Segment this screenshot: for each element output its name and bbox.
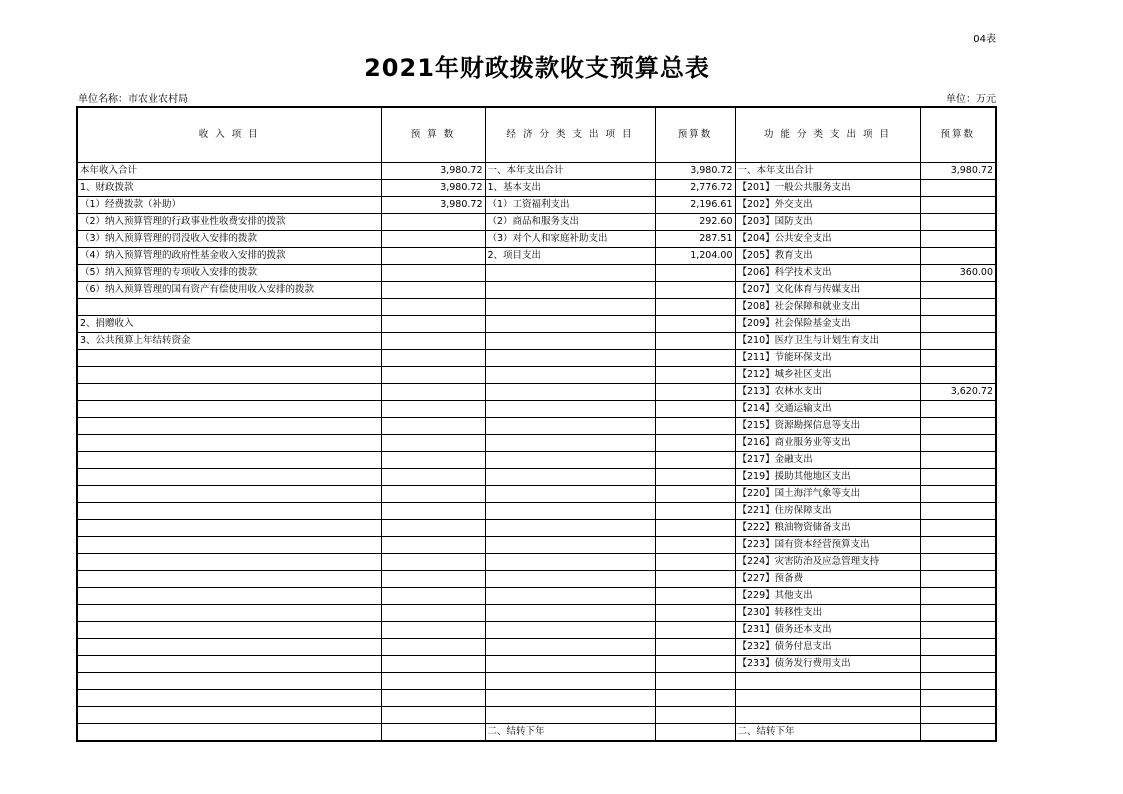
income-amount-cell xyxy=(381,384,485,401)
econ-amount-cell xyxy=(655,282,735,299)
func-amount-cell xyxy=(920,316,996,333)
func-item-cell: 【227】预备费 xyxy=(735,571,920,588)
func-amount-cell xyxy=(920,571,996,588)
income-amount-cell xyxy=(381,435,485,452)
table-row xyxy=(77,350,996,367)
econ-amount-cell xyxy=(655,605,735,622)
econ-amount-cell xyxy=(655,469,735,486)
income-amount-cell xyxy=(381,265,485,282)
income-item-cell xyxy=(77,622,381,639)
income-amount-cell xyxy=(381,537,485,554)
econ-amount-cell xyxy=(655,639,735,656)
econ-amount-cell xyxy=(655,384,735,401)
func-amount-cell xyxy=(920,197,996,214)
econ-item-cell xyxy=(485,350,655,367)
income-amount-cell xyxy=(381,656,485,673)
func-amount-cell xyxy=(920,690,996,707)
func-amount-cell xyxy=(920,707,996,724)
func-amount-cell xyxy=(920,537,996,554)
func-amount-cell xyxy=(920,333,996,350)
econ-item-cell xyxy=(485,656,655,673)
page-title: 2021年财政拨款收支预算总表 xyxy=(364,54,710,82)
func-amount-cell xyxy=(920,622,996,639)
income-amount-cell xyxy=(381,622,485,639)
func-item-cell: 【229】其他支出 xyxy=(735,588,920,605)
income-item-cell xyxy=(77,656,381,673)
func-amount-cell xyxy=(920,418,996,435)
econ-item-cell xyxy=(485,452,655,469)
econ-amount-cell xyxy=(655,622,735,639)
func-amount-cell xyxy=(920,248,996,265)
table-row xyxy=(77,486,996,503)
econ-item-cell xyxy=(485,282,655,299)
func-item-cell: 【231】债务还本支出 xyxy=(735,622,920,639)
income-item-cell xyxy=(77,673,381,690)
income-amount-cell xyxy=(381,248,485,265)
table-body xyxy=(77,163,996,742)
econ-amount-cell: 2,776.72 xyxy=(655,180,735,197)
header-econ-item: 经 济 分 类 支 出 项 目 xyxy=(485,107,655,163)
table-row xyxy=(77,435,996,452)
func-item-cell: 【221】住房保障支出 xyxy=(735,503,920,520)
func-amount-cell xyxy=(920,214,996,231)
func-item-cell xyxy=(735,673,920,690)
econ-item-cell xyxy=(485,503,655,520)
func-item-cell: 【215】资源勘探信息等支出 xyxy=(735,418,920,435)
func-item-cell: 【230】转移性支出 xyxy=(735,605,920,622)
econ-amount-cell xyxy=(655,588,735,605)
income-item-cell xyxy=(77,367,381,384)
econ-amount-cell: 292.60 xyxy=(655,214,735,231)
income-item-cell: （6）纳入预算管理的国有资产有偿使用收入安排的拨款 xyxy=(77,282,381,299)
header-income-item: 收 入 项 目 xyxy=(77,107,381,163)
header-row xyxy=(77,107,996,163)
func-item-cell xyxy=(735,707,920,724)
econ-amount-cell xyxy=(655,333,735,350)
func-amount-cell xyxy=(920,367,996,384)
econ-amount-cell xyxy=(655,503,735,520)
income-amount-cell xyxy=(381,588,485,605)
func-item-cell: 【224】灾害防治及应急管理支持 xyxy=(735,554,920,571)
table-row xyxy=(77,248,996,265)
income-item-cell xyxy=(77,418,381,435)
econ-item-cell xyxy=(485,673,655,690)
econ-item-cell xyxy=(485,537,655,554)
table-row xyxy=(77,469,996,486)
econ-item-cell xyxy=(485,418,655,435)
income-item-cell: （2）纳入预算管理的行政事业性收费安排的拨款 xyxy=(77,214,381,231)
func-amount-cell xyxy=(920,452,996,469)
econ-item-cell xyxy=(485,367,655,384)
func-amount-cell xyxy=(920,486,996,503)
func-item-cell: 【205】教育支出 xyxy=(735,248,920,265)
income-item-cell xyxy=(77,639,381,656)
income-amount-cell: 3,980.72 xyxy=(381,163,485,180)
econ-item-cell xyxy=(485,571,655,588)
econ-item-cell xyxy=(485,469,655,486)
econ-amount-cell: 3,980.72 xyxy=(655,163,735,180)
func-item-cell: 【216】商业服务业等支出 xyxy=(735,435,920,452)
econ-amount-cell xyxy=(655,690,735,707)
func-item-cell: 【222】粮油物资储备支出 xyxy=(735,520,920,537)
func-item-cell: 【213】农林水支出 xyxy=(735,384,920,401)
table-row xyxy=(77,673,996,690)
income-amount-cell xyxy=(381,350,485,367)
table-row xyxy=(77,316,996,333)
income-amount-cell xyxy=(381,707,485,724)
income-amount-cell xyxy=(381,503,485,520)
func-amount-cell xyxy=(920,299,996,316)
unit-measure: 单位：万元 xyxy=(946,94,996,105)
econ-item-cell: 一、本年支出合计 xyxy=(485,163,655,180)
econ-amount-cell xyxy=(655,452,735,469)
table-row xyxy=(77,282,996,299)
income-amount-cell xyxy=(381,214,485,231)
income-amount-cell xyxy=(381,690,485,707)
func-item-cell: 【207】文化体育与传媒支出 xyxy=(735,282,920,299)
econ-item-cell: 2、项目支出 xyxy=(485,248,655,265)
table-row xyxy=(77,214,996,231)
econ-item-cell xyxy=(485,554,655,571)
income-item-cell: 3、公共预算上年结转资金 xyxy=(77,333,381,350)
econ-amount-cell xyxy=(655,656,735,673)
func-item-cell: 【223】国有资本经营预算支出 xyxy=(735,537,920,554)
econ-item-cell xyxy=(485,486,655,503)
econ-amount-cell: 287.51 xyxy=(655,231,735,248)
func-amount-cell xyxy=(920,231,996,248)
income-item-cell: （3）纳入预算管理的罚没收入安排的拨款 xyxy=(77,231,381,248)
func-item-cell: 【202】外交支出 xyxy=(735,197,920,214)
table-row xyxy=(77,537,996,554)
econ-item-cell: 二、结转下年 xyxy=(485,724,655,742)
func-item-cell: 【201】一般公共服务支出 xyxy=(735,180,920,197)
unit-name: 单位名称：市农业农村局 xyxy=(78,94,188,105)
func-amount-cell xyxy=(920,724,996,742)
econ-item-cell xyxy=(485,588,655,605)
income-item-cell xyxy=(77,571,381,588)
income-amount-cell: 3,980.72 xyxy=(381,197,485,214)
table-row xyxy=(77,622,996,639)
func-item-cell: 【212】城乡社区支出 xyxy=(735,367,920,384)
income-amount-cell xyxy=(381,452,485,469)
econ-item-cell: （1）工资福利支出 xyxy=(485,197,655,214)
income-item-cell xyxy=(77,503,381,520)
econ-amount-cell: 2,196.61 xyxy=(655,197,735,214)
econ-amount-cell xyxy=(655,401,735,418)
income-amount-cell xyxy=(381,231,485,248)
income-item-cell: 本年收入合计 xyxy=(77,163,381,180)
func-item-cell: 【219】援助其他地区支出 xyxy=(735,469,920,486)
econ-item-cell xyxy=(485,605,655,622)
func-item-cell: 【211】节能环保支出 xyxy=(735,350,920,367)
econ-amount-cell xyxy=(655,367,735,384)
func-item-cell: 【206】科学技术支出 xyxy=(735,265,920,282)
func-amount-cell xyxy=(920,673,996,690)
econ-amount-cell xyxy=(655,265,735,282)
func-item-cell: 【232】债务付息支出 xyxy=(735,639,920,656)
econ-item-cell xyxy=(485,707,655,724)
income-item-cell: 1、财政拨款 xyxy=(77,180,381,197)
table-row xyxy=(77,588,996,605)
econ-amount-cell xyxy=(655,707,735,724)
table-row xyxy=(77,299,996,316)
func-amount-cell: 360.00 xyxy=(920,265,996,282)
income-item-cell xyxy=(77,469,381,486)
table-row xyxy=(77,180,996,197)
econ-amount-cell xyxy=(655,316,735,333)
econ-amount-cell xyxy=(655,418,735,435)
form-number: 04表 xyxy=(973,34,996,45)
econ-amount-cell xyxy=(655,350,735,367)
income-item-cell xyxy=(77,690,381,707)
income-item-cell xyxy=(77,435,381,452)
table-row xyxy=(77,333,996,350)
budget-table xyxy=(76,106,997,742)
header-func-amount: 预算数 xyxy=(920,107,996,163)
income-item-cell xyxy=(77,605,381,622)
table-row xyxy=(77,724,996,742)
econ-item-cell xyxy=(485,316,655,333)
econ-amount-cell xyxy=(655,299,735,316)
income-amount-cell xyxy=(381,333,485,350)
table-row xyxy=(77,265,996,282)
table-row xyxy=(77,367,996,384)
func-amount-cell xyxy=(920,605,996,622)
income-amount-cell xyxy=(381,486,485,503)
econ-amount-cell xyxy=(655,435,735,452)
income-item-cell xyxy=(77,384,381,401)
header-econ-amount: 预算数 xyxy=(655,107,735,163)
table-row xyxy=(77,639,996,656)
econ-item-cell xyxy=(485,639,655,656)
table-row xyxy=(77,707,996,724)
table-row xyxy=(77,656,996,673)
func-amount-cell: 3,980.72 xyxy=(920,163,996,180)
income-amount-cell xyxy=(381,724,485,742)
income-item-cell xyxy=(77,537,381,554)
income-amount-cell xyxy=(381,367,485,384)
func-amount-cell xyxy=(920,282,996,299)
econ-item-cell xyxy=(485,520,655,537)
func-amount-cell xyxy=(920,656,996,673)
header-income-amount: 预 算 数 xyxy=(381,107,485,163)
table-row xyxy=(77,231,996,248)
func-item-cell: 【214】交通运输支出 xyxy=(735,401,920,418)
income-item-cell: 2、捐赠收入 xyxy=(77,316,381,333)
econ-item-cell xyxy=(485,265,655,282)
income-amount-cell xyxy=(381,554,485,571)
table-row xyxy=(77,197,996,214)
income-item-cell xyxy=(77,554,381,571)
econ-item-cell xyxy=(485,435,655,452)
income-item-cell: （5）纳入预算管理的专项收入安排的拨款 xyxy=(77,265,381,282)
econ-amount-cell xyxy=(655,554,735,571)
econ-item-cell xyxy=(485,690,655,707)
econ-amount-cell xyxy=(655,724,735,742)
econ-item-cell xyxy=(485,401,655,418)
table-row xyxy=(77,452,996,469)
econ-amount-cell xyxy=(655,673,735,690)
econ-amount-cell: 1,204.00 xyxy=(655,248,735,265)
income-amount-cell xyxy=(381,520,485,537)
econ-amount-cell xyxy=(655,571,735,588)
func-item-cell: 一、本年支出合计 xyxy=(735,163,920,180)
table-row xyxy=(77,401,996,418)
income-item-cell: （4）纳入预算管理的政府性基金收入安排的拨款 xyxy=(77,248,381,265)
income-amount-cell xyxy=(381,401,485,418)
func-item-cell: 【233】债务发行费用支出 xyxy=(735,656,920,673)
func-item-cell: 【208】社会保障和就业支出 xyxy=(735,299,920,316)
econ-item-cell xyxy=(485,622,655,639)
func-item-cell: 二、结转下年 xyxy=(735,724,920,742)
income-amount-cell xyxy=(381,605,485,622)
table-row xyxy=(77,163,996,180)
func-item-cell: 【203】国防支出 xyxy=(735,214,920,231)
income-item-cell xyxy=(77,707,381,724)
func-amount-cell xyxy=(920,588,996,605)
func-item-cell: 【209】社会保险基金支出 xyxy=(735,316,920,333)
income-amount-cell xyxy=(381,282,485,299)
table-row xyxy=(77,571,996,588)
econ-amount-cell xyxy=(655,520,735,537)
income-amount-cell xyxy=(381,571,485,588)
income-amount-cell xyxy=(381,316,485,333)
econ-item-cell: （2）商品和服务支出 xyxy=(485,214,655,231)
income-amount-cell xyxy=(381,469,485,486)
econ-item-cell: （3）对个人和家庭补助支出 xyxy=(485,231,655,248)
income-item-cell xyxy=(77,299,381,316)
func-item-cell: 【204】公共安全支出 xyxy=(735,231,920,248)
income-item-cell xyxy=(77,350,381,367)
func-amount-cell xyxy=(920,350,996,367)
econ-item-cell: 1、基本支出 xyxy=(485,180,655,197)
income-item-cell xyxy=(77,588,381,605)
header-func-item: 功 能 分 类 支 出 项 目 xyxy=(735,107,920,163)
func-item-cell: 【217】金融支出 xyxy=(735,452,920,469)
econ-item-cell xyxy=(485,299,655,316)
econ-item-cell xyxy=(485,384,655,401)
income-amount-cell: 3,980.72 xyxy=(381,180,485,197)
econ-amount-cell xyxy=(655,486,735,503)
table-row xyxy=(77,520,996,537)
func-amount-cell xyxy=(920,554,996,571)
income-amount-cell xyxy=(381,673,485,690)
func-amount-cell xyxy=(920,401,996,418)
func-amount-cell: 3,620.72 xyxy=(920,384,996,401)
func-amount-cell xyxy=(920,469,996,486)
func-item-cell: 【220】国土海洋气象等支出 xyxy=(735,486,920,503)
func-amount-cell xyxy=(920,435,996,452)
table-row xyxy=(77,605,996,622)
econ-amount-cell xyxy=(655,537,735,554)
income-amount-cell xyxy=(381,418,485,435)
income-item-cell: （1）经费拨款（补助） xyxy=(77,197,381,214)
income-item-cell xyxy=(77,401,381,418)
table-row xyxy=(77,690,996,707)
income-amount-cell xyxy=(381,639,485,656)
table-row xyxy=(77,384,996,401)
func-amount-cell xyxy=(920,180,996,197)
func-item-cell: 【210】医疗卫生与计划生育支出 xyxy=(735,333,920,350)
income-item-cell xyxy=(77,724,381,742)
table-row xyxy=(77,418,996,435)
income-item-cell xyxy=(77,452,381,469)
func-amount-cell xyxy=(920,503,996,520)
func-amount-cell xyxy=(920,639,996,656)
func-amount-cell xyxy=(920,520,996,537)
econ-item-cell xyxy=(485,333,655,350)
table-row xyxy=(77,554,996,571)
table-row xyxy=(77,503,996,520)
income-amount-cell xyxy=(381,299,485,316)
income-item-cell xyxy=(77,486,381,503)
func-item-cell xyxy=(735,690,920,707)
income-item-cell xyxy=(77,520,381,537)
